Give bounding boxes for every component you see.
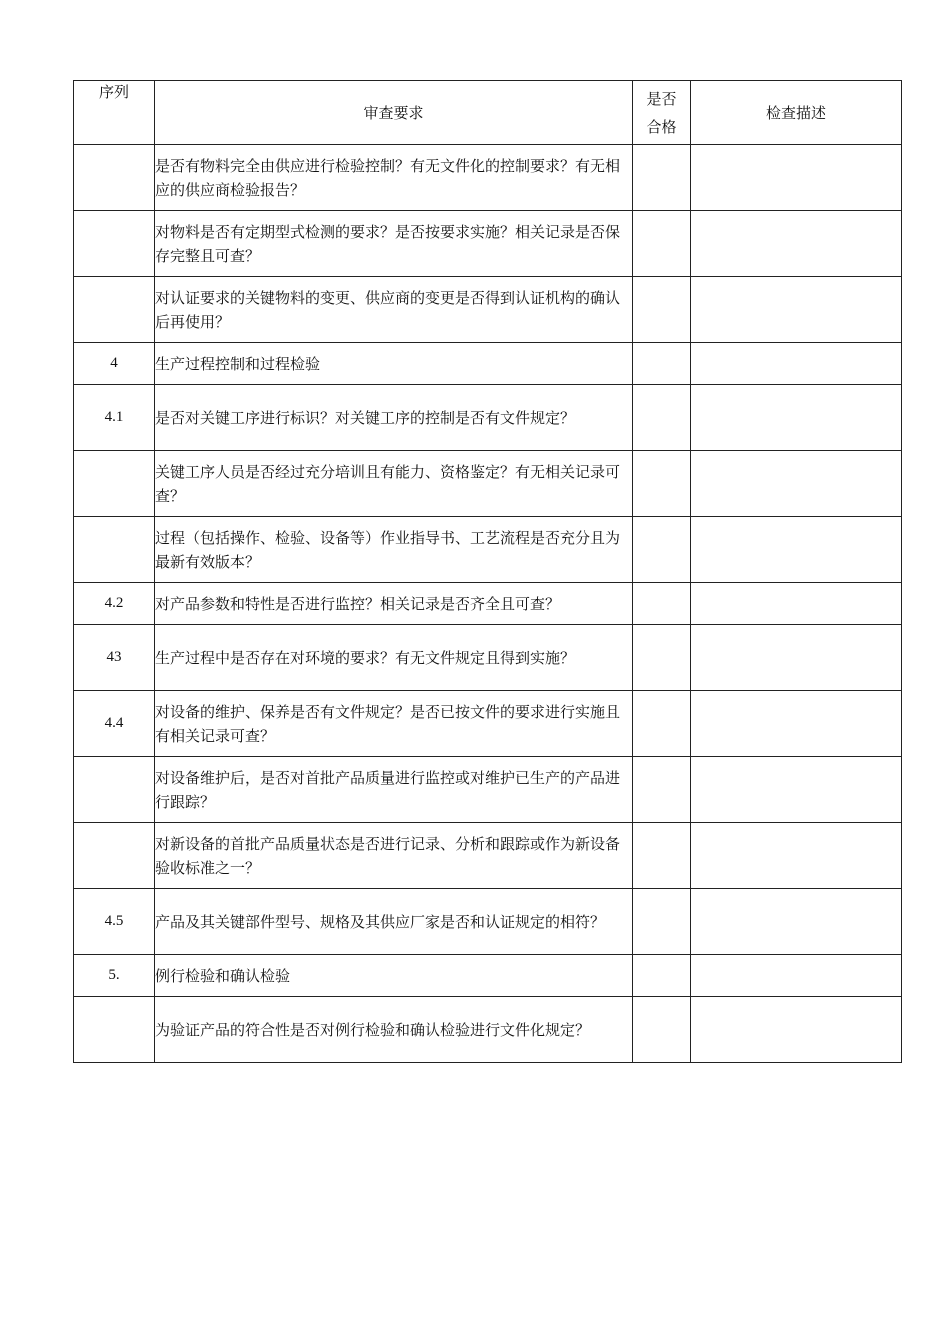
row-description-cell[interactable] bbox=[691, 691, 902, 757]
row-seq bbox=[74, 997, 155, 1063]
row-pass-cell[interactable] bbox=[633, 823, 691, 889]
row-requirement: 对物料是否有定期型式检测的要求？是否按要求实施？相关记录是否保存完整且可查？ bbox=[155, 211, 633, 277]
header-row bbox=[74, 81, 902, 145]
row-pass-cell[interactable] bbox=[633, 583, 691, 625]
row-seq: 4 bbox=[74, 343, 155, 385]
row-pass-cell[interactable] bbox=[633, 757, 691, 823]
row-pass-cell[interactable] bbox=[633, 145, 691, 211]
row-pass-cell[interactable] bbox=[633, 625, 691, 691]
row-seq: 4.1 bbox=[74, 385, 155, 451]
row-requirement: 是否对关键工序进行标识？对关键工序的控制是否有文件规定？ bbox=[155, 385, 633, 451]
row-description-cell[interactable] bbox=[691, 997, 902, 1063]
row-seq bbox=[74, 823, 155, 889]
row-pass-cell[interactable] bbox=[633, 691, 691, 757]
table-row bbox=[74, 955, 902, 997]
row-description-cell[interactable] bbox=[691, 517, 902, 583]
row-requirement: 对设备维护后，是否对首批产品质量进行监控或对维护已生产的产品进行跟踪？ bbox=[155, 757, 633, 823]
row-seq: 4.2 bbox=[74, 583, 155, 625]
row-seq bbox=[74, 277, 155, 343]
row-seq: 5. bbox=[74, 955, 155, 997]
row-requirement: 对新设备的首批产品质量状态是否进行记录、分析和跟踪或作为新设备验收标准之一？ bbox=[155, 823, 633, 889]
table-row bbox=[74, 211, 902, 277]
row-seq: 4.5 bbox=[74, 889, 155, 955]
row-requirement: 是否有物料完全由供应进行检验控制？有无文件化的控制要求？有无相应的供应商检验报告？ bbox=[155, 145, 633, 211]
header-pass-text: 是否 合格 bbox=[646, 89, 677, 136]
table-row bbox=[74, 691, 902, 757]
row-description-cell[interactable] bbox=[691, 145, 902, 211]
row-description-cell[interactable] bbox=[691, 757, 902, 823]
table-row bbox=[74, 997, 902, 1063]
row-description-cell[interactable] bbox=[691, 277, 902, 343]
row-requirement: 为验证产品的符合性是否对例行检验和确认检验进行文件化规定？ bbox=[155, 997, 633, 1063]
row-requirement: 关键工序人员是否经过充分培训且有能力、资格鉴定？有无相关记录可查？ bbox=[155, 451, 633, 517]
table-row bbox=[74, 583, 902, 625]
row-requirement: 对设备的维护、保养是否有文件规定？是否已按文件的要求进行实施且有相关记录可查？ bbox=[155, 691, 633, 757]
table-row bbox=[74, 625, 902, 691]
audit-checklist-table bbox=[73, 80, 902, 1063]
row-description-cell[interactable] bbox=[691, 823, 902, 889]
table-row bbox=[74, 823, 902, 889]
row-seq bbox=[74, 451, 155, 517]
row-description-cell[interactable] bbox=[691, 343, 902, 385]
row-pass-cell[interactable] bbox=[633, 517, 691, 583]
header-seq: 序列 bbox=[74, 81, 155, 145]
table-row bbox=[74, 385, 902, 451]
row-pass-cell[interactable] bbox=[633, 889, 691, 955]
table-row bbox=[74, 889, 902, 955]
table-row bbox=[74, 757, 902, 823]
row-requirement: 对认证要求的关键物料的变更、供应商的变更是否得到认证机构的确认后再使用？ bbox=[155, 277, 633, 343]
row-requirement: 产品及其关键部件型号、规格及其供应厂家是否和认证规定的相符？ bbox=[155, 889, 633, 955]
row-pass-cell[interactable] bbox=[633, 997, 691, 1063]
row-description-cell[interactable] bbox=[691, 583, 902, 625]
row-seq bbox=[74, 145, 155, 211]
row-seq bbox=[74, 211, 155, 277]
row-description-cell[interactable] bbox=[691, 625, 902, 691]
row-pass-cell[interactable] bbox=[633, 277, 691, 343]
row-pass-cell[interactable] bbox=[633, 343, 691, 385]
table-row bbox=[74, 145, 902, 211]
row-seq: 43 bbox=[74, 625, 155, 691]
header-pass bbox=[633, 81, 691, 145]
row-description-cell[interactable] bbox=[691, 451, 902, 517]
row-requirement: 生产过程控制和过程检验 bbox=[155, 343, 633, 385]
table-row bbox=[74, 517, 902, 583]
table-row bbox=[74, 277, 902, 343]
row-description-cell[interactable] bbox=[691, 889, 902, 955]
table-row bbox=[74, 343, 902, 385]
header-description: 检查描述 bbox=[691, 81, 902, 145]
row-requirement: 对产品参数和特性是否进行监控？相关记录是否齐全且可查？ bbox=[155, 583, 633, 625]
row-seq: 4.4 bbox=[74, 691, 155, 757]
row-requirement: 过程（包括操作、检验、设备等）作业指导书、工艺流程是否充分且为最新有效版本？ bbox=[155, 517, 633, 583]
row-pass-cell[interactable] bbox=[633, 451, 691, 517]
row-pass-cell[interactable] bbox=[633, 211, 691, 277]
row-pass-cell[interactable] bbox=[633, 955, 691, 997]
table-row bbox=[74, 451, 902, 517]
header-requirement: 审查要求 bbox=[155, 81, 633, 145]
row-description-cell[interactable] bbox=[691, 211, 902, 277]
row-seq bbox=[74, 757, 155, 823]
row-requirement: 例行检验和确认检验 bbox=[155, 955, 633, 997]
row-description-cell[interactable] bbox=[691, 385, 902, 451]
row-description-cell[interactable] bbox=[691, 955, 902, 997]
row-requirement: 生产过程中是否存在对环境的要求？有无文件规定且得到实施？ bbox=[155, 625, 633, 691]
row-pass-cell[interactable] bbox=[633, 385, 691, 451]
row-seq bbox=[74, 517, 155, 583]
